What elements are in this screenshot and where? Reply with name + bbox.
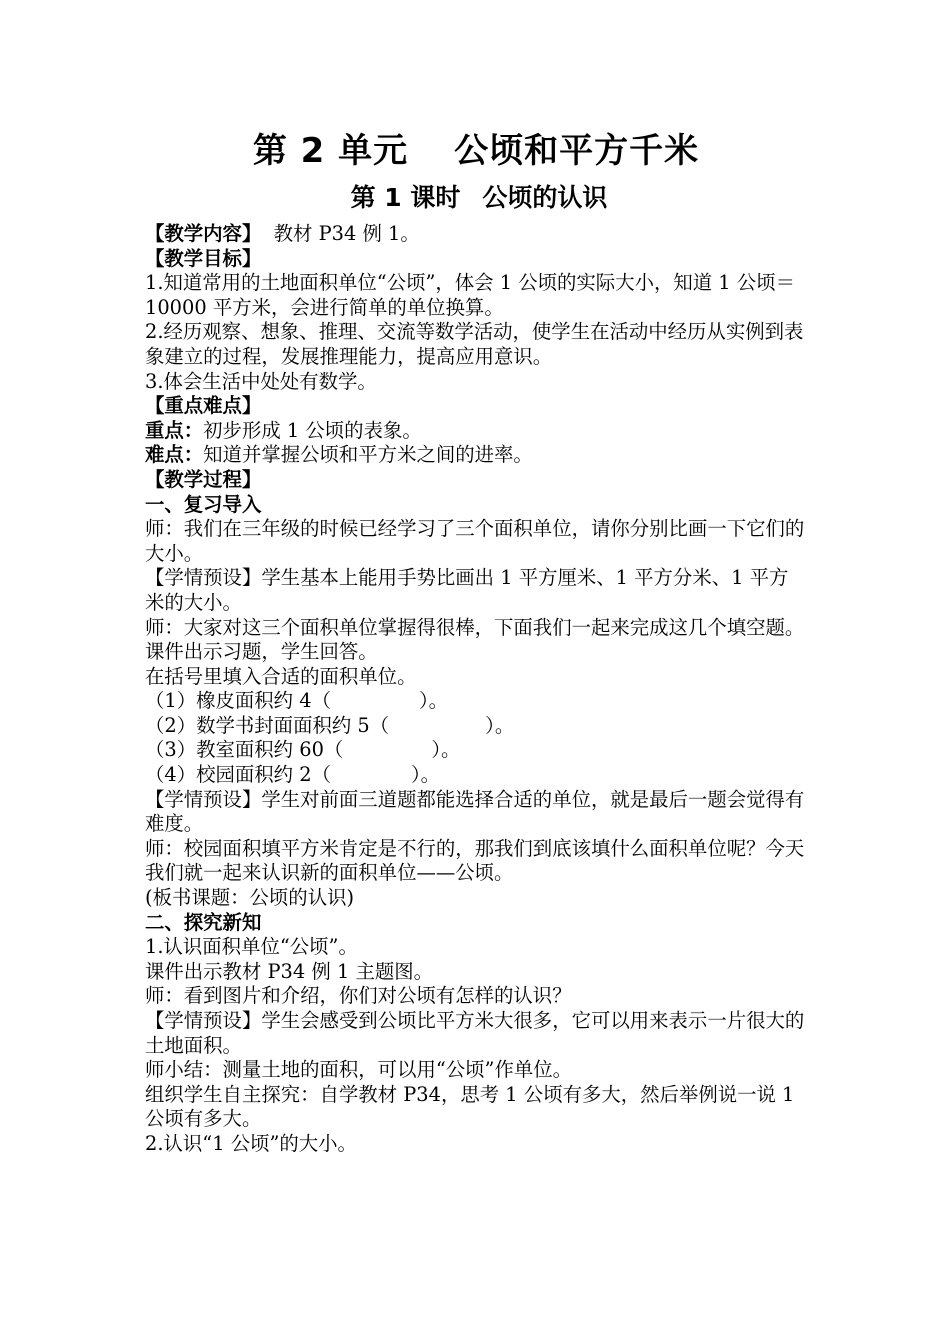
paragraph: 课件出示教材 P34 例 1 主题图。: [145, 959, 434, 983]
paragraph: 【学情预设】学生基本上能用手势比画出 1 平方厘米、1 平方分米、1 平方米的大小。: [145, 566, 789, 614]
paragraph: 组织学生自主探究：自学教材 P34，思考 1 公顷有多大，然后举例说一说 1 公顷有多大。: [145, 1082, 795, 1131]
key-point-line: [145, 419, 807, 444]
lesson-title: [145, 176, 807, 222]
paragraph: 师小结：测量土地的面积，可以用“公顷”作单位。: [145, 1058, 573, 1082]
lesson-topic: 公顷的认识: [482, 183, 608, 212]
unit-title: [145, 128, 807, 176]
unit-topic: 公顷和平方千米: [454, 131, 700, 171]
paragraph: 课件出示习题，学生回答。: [145, 640, 378, 664]
objective-item: 2.经历观察、想象、推理、交流等数学活动，使学生在活动中经历从实例到表象建立的过程，发展推理能力，提高应用意识。: [145, 320, 804, 368]
paragraph: 【学情预设】学生会感受到公顷比平方米大很多，它可以用来表示一片很大的土地面积。: [145, 1009, 805, 1057]
objective-item: 1.知道常用的土地面积单位“公顷”，体会 1 公顷的实际大小，知道 1 公顷＝10000 平方米，会进行简单的单位换算。: [145, 271, 795, 319]
difficult-text: 知道并掌握公顷和平方米之间的进率。: [203, 443, 533, 467]
key-label: 重点：: [145, 418, 204, 442]
objectives-label: 【教学目标】: [145, 246, 262, 270]
key-text: 初步形成 1 公顷的表象。: [203, 418, 422, 442]
paragraph: 在括号里填入合适的面积单位。: [145, 664, 417, 688]
exercise-item: （4）校园面积约 2（ ）。: [145, 763, 441, 787]
difficult-label: 难点：: [145, 443, 204, 467]
paragraph: 2.认识“1 公顷”的大小。: [145, 1131, 357, 1155]
lesson-number: 第 1 课时: [350, 183, 461, 212]
paragraph: 师：校园面积填平方米肯定是不行的，那我们到底该填什么面积单位呢？今天我们就一起来认识新的面积单位——公顷。: [145, 836, 805, 885]
document-page: [145, 128, 807, 1157]
document-body: [145, 222, 807, 1157]
difficult-point-line: [145, 443, 807, 468]
paragraph: (板书课题：公顷的认识): [145, 886, 355, 910]
key-points-label: 【重点难点】: [145, 394, 262, 418]
section-heading: 二、探究新知: [145, 910, 262, 934]
paragraph: 1.认识面积单位“公顷”。: [145, 935, 358, 959]
paragraph: 师：我们在三年级的时候已经学习了三个面积单位，请你分别比画一下它们的大小。: [145, 517, 805, 565]
paragraph: 师：看到图片和介绍，你们对公顷有怎样的认识？: [145, 984, 572, 1008]
exercise-item: （1）橡皮面积约 4（ ）。: [145, 689, 449, 713]
objective-item: 3.体会生活中处处有数学。: [145, 369, 377, 393]
paragraph: 【学情预设】学生对前面三道题都能选择合适的单位，就是最后一题会觉得有难度。: [145, 787, 805, 836]
content-label: 【教学内容】: [145, 222, 262, 245]
content-line: [145, 222, 807, 247]
section-heading: 一、复习导入: [145, 492, 262, 516]
process-label: 【教学过程】: [145, 467, 262, 491]
paragraph: 师：大家对这三个面积单位掌握得很棒，下面我们一起来完成这几个填空题。: [145, 615, 805, 639]
unit-number: 第 2 单元: [252, 131, 409, 171]
exercise-item: （2）数学书封面面积约 5（ ）。: [145, 713, 515, 737]
content-text: 教材 P34 例 1。: [273, 222, 420, 245]
exercise-item: （3）教室面积约 60（ ）。: [145, 738, 461, 762]
